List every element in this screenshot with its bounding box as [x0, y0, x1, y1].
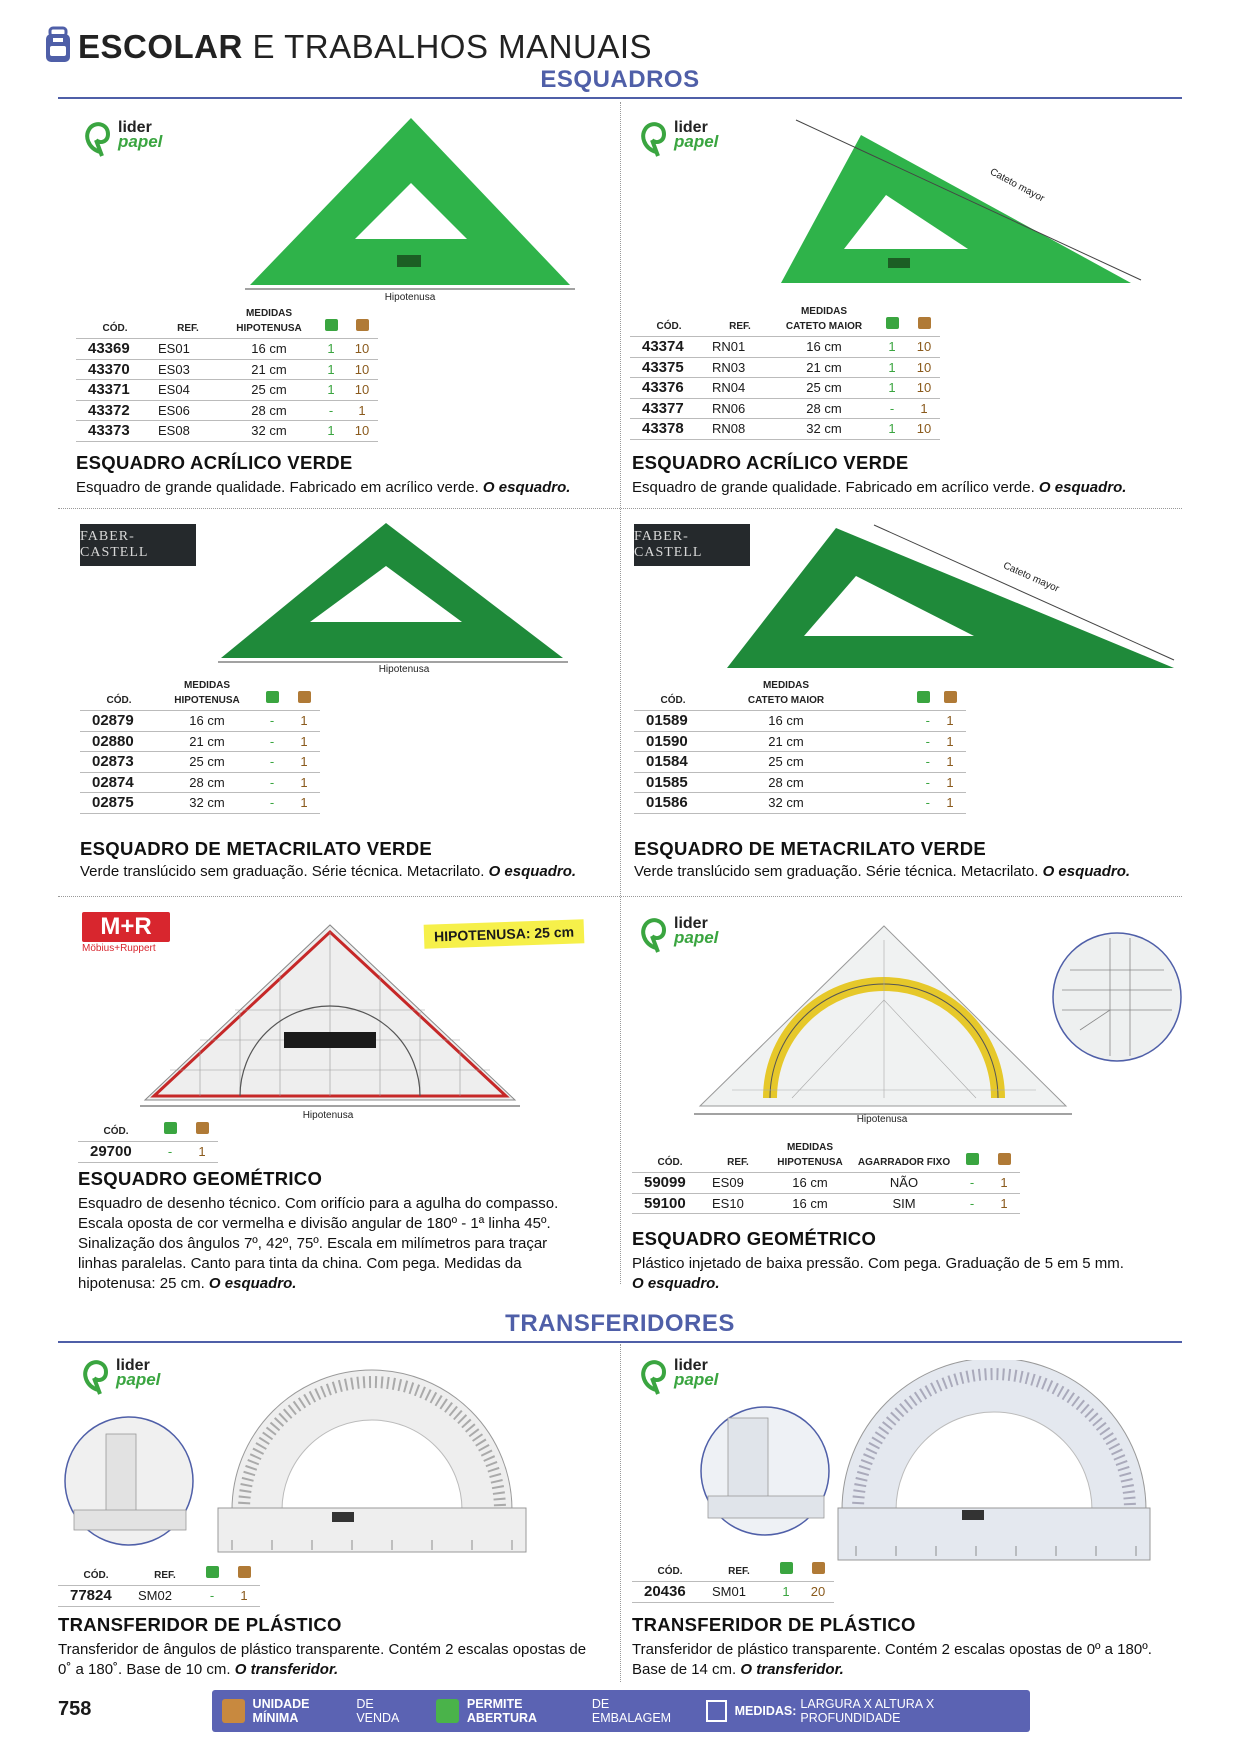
brand-papel-text: papel — [674, 132, 719, 151]
col-medidas: MEDIDAS CATETO MAIOR — [712, 678, 860, 711]
product-description: Verde translúcido sem graduação. Série técnica. Metacrilato. O esquadro. — [80, 863, 577, 880]
table-row: 29700 - 1 — [78, 1142, 218, 1163]
section-title-transferidores: TRANSFERIDORES — [505, 1310, 735, 1337]
col-ref: REF. — [708, 1140, 768, 1173]
col-unidade — [228, 1566, 260, 1586]
brand-lider-text: lider — [674, 915, 708, 932]
box-icon — [196, 1122, 209, 1134]
box-icon — [998, 1153, 1011, 1165]
table-row: 01586 32 cm - 1 — [634, 793, 966, 814]
col-agarrador: AGARRADOR FIXO — [852, 1140, 956, 1173]
open-box-icon — [325, 319, 338, 331]
brand-papel-text: papel — [118, 132, 163, 151]
dimensions-icon — [706, 1700, 727, 1722]
col-unidade — [988, 1140, 1020, 1173]
table-row: 43377 RN06 28 cm - 1 — [630, 398, 940, 419]
col-cod: CÓD. — [78, 1122, 154, 1142]
col-abertura — [770, 1562, 802, 1582]
product-description: Transferidor de ângulos de plástico transparente. Contém 2 escalas opostas de 0˚ a 180˚. Base de 10 cm. O transferidor. — [58, 1641, 587, 1678]
brand-papel-text: papel — [116, 1370, 161, 1389]
table-row: 01585 28 cm - 1 — [634, 772, 966, 793]
col-ref: REF. — [154, 306, 222, 339]
col-medidas: MEDIDAS HIPOTENUSA — [158, 678, 256, 711]
table-row: 77824 SM02 - 1 — [58, 1586, 260, 1607]
col-abertura — [956, 1140, 988, 1173]
product-title: TRANSFERIDOR DE PLÁSTICO — [58, 1614, 342, 1635]
col-cod: CÓD. — [632, 1140, 708, 1173]
col-abertura — [196, 1566, 228, 1586]
table-row: 43374 RN01 16 cm 1 10 — [630, 337, 940, 358]
product-title: ESQUADRO ACRÍLICO VERDE — [76, 452, 353, 473]
table-row: 02879 16 cm - 1 — [80, 711, 320, 732]
col-medidas: MEDIDAS HIPOTENUSA — [222, 306, 316, 339]
product-title: ESQUADRO GEOMÉTRICO — [78, 1168, 323, 1189]
brand-logo-lider-papel — [636, 1354, 746, 1398]
legend-permite-abertura: PERMITE ABERTURA DE EMBALAGEM — [436, 1697, 686, 1725]
product-title: ESQUADRO ACRÍLICO VERDE — [632, 452, 909, 473]
row-divider — [58, 896, 1182, 897]
brand-papel-text: papel — [674, 1370, 719, 1389]
col-unidade — [288, 678, 320, 711]
column-divider — [620, 1344, 621, 1682]
col-abertura — [316, 306, 346, 339]
col-unidade — [908, 304, 940, 337]
footer-legend-bar — [212, 1690, 1030, 1732]
detail-zoom-circle — [698, 1404, 832, 1538]
product-table-29700 — [78, 1122, 218, 1163]
column-divider — [620, 102, 621, 1284]
box-icon — [812, 1562, 825, 1574]
section-rule — [58, 97, 1182, 99]
col-ref: REF. — [708, 304, 772, 337]
col-unidade — [346, 306, 378, 339]
open-box-icon — [917, 691, 930, 703]
col-abertura — [154, 1122, 186, 1142]
col-cod: CÓD. — [80, 678, 158, 711]
open-box-icon — [266, 691, 279, 703]
label-hipotenusa: Hipotenusa — [378, 664, 430, 675]
open-box-icon — [966, 1153, 979, 1165]
col-unidade — [934, 678, 966, 711]
col-ref: REF. — [134, 1566, 196, 1586]
legend-medidas: MEDIDAS: LARGURA X ALTURA X PROFUNDIDADE — [706, 1697, 1020, 1725]
table-row: 43373 ES08 32 cm 1 10 — [76, 421, 378, 442]
table-row: 59099 ES09 16 cm NÃO - 1 — [632, 1173, 1020, 1194]
box-icon — [944, 691, 957, 703]
brand-logo-faber-castell: FABER-CASTELL — [80, 524, 196, 566]
product-image-protractor-14cm — [836, 1360, 1152, 1566]
product-title: ESQUADRO GEOMÉTRICO — [632, 1228, 877, 1249]
col-cod: CÓD. — [630, 304, 708, 337]
page-number: 758 — [58, 1698, 92, 1720]
product-image-geometric-protractor-triangle — [692, 920, 1074, 1118]
col-medidas: MEDIDAS CATETO MAIOR — [772, 304, 876, 337]
col-abertura — [256, 678, 288, 711]
label-cateto-mayor: Cateto mayor — [987, 166, 1047, 205]
brand-lider-text: lider — [674, 119, 708, 136]
header-icon — [44, 24, 72, 64]
box-icon — [298, 691, 311, 703]
product-image-geometric-triangle — [140, 920, 520, 1110]
brand-papel-text: papel — [674, 928, 719, 947]
product-description: Esquadro de desenho técnico. Com orifício para a agulha do compasso. Escala oposta de cor vermelha e divisão angular de 180º - 1ª linha 45º. Sinalização dos ângulos 7º, 42º, 75º. Escala em milímetros para traçar linhas paralelas. Canto para tinta da china. Com pega. Medidas da hipotenusa: 25 cm. O esquadro. — [78, 1195, 559, 1292]
table-row: 43375 RN03 21 cm 1 10 — [630, 357, 940, 378]
product-image-green-triangle — [245, 115, 575, 291]
detail-zoom-circle — [1050, 930, 1184, 1064]
table-row: 43378 RN08 32 cm 1 10 — [630, 419, 940, 440]
col-ref: REF. — [708, 1562, 770, 1582]
label-hipotenusa: Hipotenusa — [302, 1110, 354, 1121]
brand-logo-lider-papel — [80, 116, 190, 160]
product-image-dark-green-triangle — [218, 520, 568, 664]
product-image-green-right-triangle — [776, 115, 1146, 287]
product-description: Esquadro de grande qualidade. Fabricado em acrílico verde. O esquadro. — [632, 479, 1127, 496]
product-description: Esquadro de grande qualidade. Fabricado em acrílico verde. O esquadro. — [76, 479, 571, 496]
product-description: Plástico injetado de baixa pressão. Com pega. Graduação de 5 em 5 mm. O esquadro. — [632, 1255, 1124, 1292]
table-row: 02873 25 cm - 1 — [80, 752, 320, 773]
table-row: 01589 16 cm - 1 — [634, 711, 966, 732]
section-rule — [58, 1341, 1182, 1343]
table-row: 43369 ES01 16 cm 1 10 — [76, 339, 378, 360]
box-icon — [356, 319, 369, 331]
product-title: ESQUADRO DE METACRILATO VERDE — [80, 838, 432, 859]
brand-lider-text: lider — [674, 1357, 708, 1374]
table-row: 02880 21 cm - 1 — [80, 731, 320, 752]
table-row: 02874 28 cm - 1 — [80, 772, 320, 793]
header-title-light: E TRABALHOS MANUAIS — [252, 28, 653, 65]
table-row: 59100 ES10 16 cm SIM - 1 — [632, 1193, 1020, 1214]
box-icon — [222, 1699, 245, 1723]
table-row: 20436 SM01 1 20 — [632, 1582, 834, 1603]
brand-lider-text: lider — [118, 119, 152, 136]
product-description: Verde translúcido sem graduação. Série técnica. Metacrilato. O esquadro. — [634, 863, 1131, 880]
table-row: 02875 32 cm - 1 — [80, 793, 320, 814]
open-box-icon — [436, 1699, 459, 1723]
header-title-bold: ESCOLAR — [78, 28, 243, 65]
col-abertura — [876, 304, 908, 337]
open-box-icon — [780, 1562, 793, 1574]
brand-lider-text: lider — [116, 1357, 150, 1374]
table-row: 01590 21 cm - 1 — [634, 731, 966, 752]
box-icon — [238, 1566, 251, 1578]
table-row: 43371 ES04 25 cm 1 10 — [76, 380, 378, 401]
label-cateto-mayor: Cateto mayor — [1001, 560, 1061, 595]
open-box-icon — [206, 1566, 219, 1578]
box-icon — [918, 317, 931, 329]
table-row: 43372 ES06 28 cm - 1 — [76, 400, 378, 421]
product-table-20436 — [632, 1562, 834, 1603]
col-cod: CÓD. — [58, 1566, 134, 1586]
legend-unidade-minima: UNIDADE MÍNIMA DE VENDA — [222, 1697, 416, 1725]
col-cod: CÓD. — [632, 1562, 708, 1582]
product-table-02879 — [80, 678, 320, 814]
col-cod: CÓD. — [634, 678, 712, 711]
product-title: ESQUADRO DE METACRILATO VERDE — [634, 838, 986, 859]
table-row: 01584 25 cm - 1 — [634, 752, 966, 773]
brand-mr-text: M+R — [82, 912, 170, 942]
product-table-59099 — [632, 1140, 1020, 1214]
table-row: 43370 ES03 21 cm 1 10 — [76, 359, 378, 380]
product-image-dark-green-right-triangle — [724, 520, 1180, 672]
detail-zoom-circle — [62, 1414, 196, 1548]
product-image-protractor-10cm — [212, 1360, 532, 1560]
label-hipotenusa: Hipotenusa — [856, 1114, 908, 1125]
highlight-hipotenusa: HIPOTENUSA: 25 cm — [424, 919, 585, 949]
brand-logo-lider-papel — [78, 1354, 188, 1398]
col-medidas: MEDIDAS HIPOTENUSA — [768, 1140, 852, 1173]
col-cod: CÓD. — [76, 306, 154, 339]
product-title: TRANSFERIDOR DE PLÁSTICO — [632, 1614, 916, 1635]
product-table-01589 — [634, 678, 966, 814]
col-unidade — [802, 1562, 834, 1582]
open-box-icon — [886, 317, 899, 329]
page-header-title — [78, 28, 652, 66]
col-abertura — [860, 678, 934, 711]
label-hipotenusa: Hipotenusa — [384, 292, 436, 303]
product-table-77824 — [58, 1566, 260, 1607]
product-description: Transferidor de plástico transparente. Contém 2 escalas opostas de 0º a 180º. Base de 14 cm. O transferidor. — [632, 1641, 1152, 1678]
open-box-icon — [164, 1122, 177, 1134]
table-row: 43376 RN04 25 cm 1 10 — [630, 378, 940, 399]
row-divider — [58, 508, 1182, 509]
product-table-43374 — [630, 304, 940, 440]
section-title-esquadros: ESQUADROS — [540, 66, 700, 93]
brand-logo-faber-castell: FABER-CASTELL — [634, 524, 750, 566]
col-unidade — [186, 1122, 218, 1142]
product-table-43369 — [76, 306, 378, 442]
brand-logo-lider-papel — [636, 116, 746, 160]
brand-mr-sub: Möbius+Ruppert — [82, 943, 156, 954]
